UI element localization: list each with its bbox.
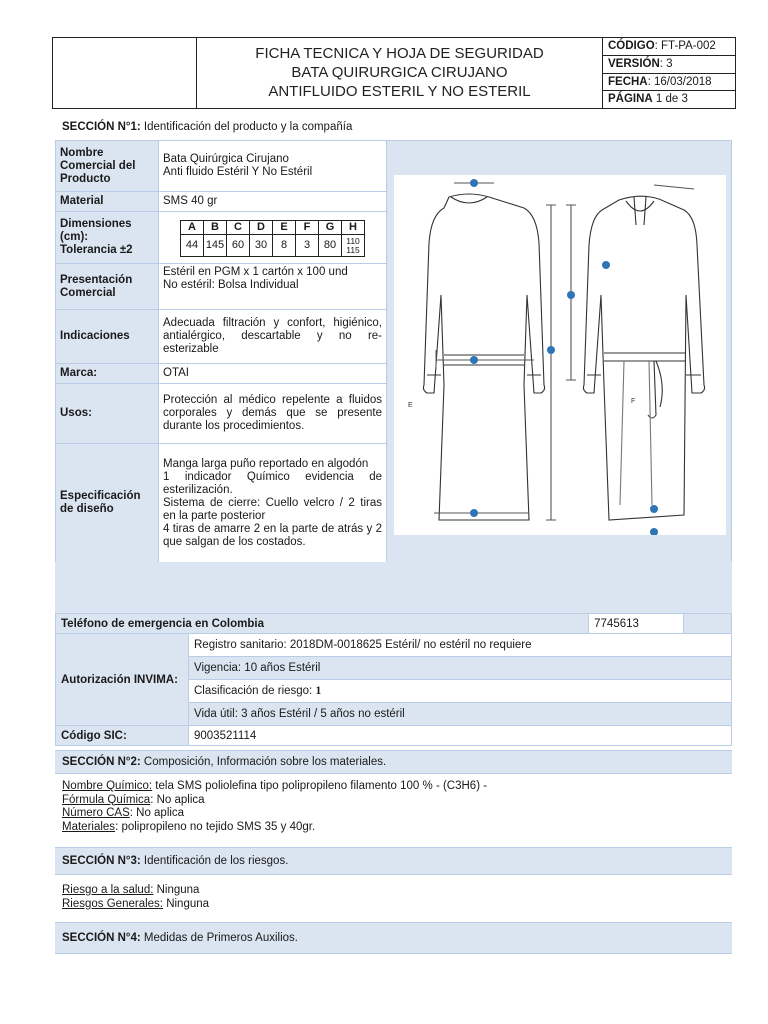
dim-value-h <box>342 235 365 257</box>
section-2-band <box>55 750 732 774</box>
cas-line <box>62 807 487 821</box>
gown-diagram-cell <box>387 141 732 563</box>
dim-value-a: 44 <box>181 235 204 257</box>
especificacion-line-4: 4 tiras de amarre 2 en la parte de atrás y 2 que salgan de los costados. <box>163 522 382 548</box>
material-label: Material <box>56 192 159 212</box>
sic-value: 9003521114 <box>189 726 732 746</box>
dim-header-h: H <box>342 221 365 235</box>
title-line-1: FICHA TECNICA Y HOJA DE SEGURIDAD <box>255 45 544 62</box>
usos-value: Protección al médico repelente a fluidos corporales y demás que se presente durante los procedimientos. <box>159 384 387 444</box>
dimensiones-label-3: Tolerancia ±2 <box>60 244 133 256</box>
riesgo-salud-label: Riesgo a la salud: <box>62 884 154 896</box>
back-gown-outline <box>583 196 704 520</box>
dim-value-g: 80 <box>319 235 342 257</box>
formula-label: Fórmula Química <box>62 793 151 806</box>
blank-band <box>55 562 732 613</box>
version-label: VERSIÓN <box>608 57 660 70</box>
riesgo-salud-value: Ninguna <box>153 884 200 896</box>
pagina-value: 1 de 3 <box>652 93 688 106</box>
codigo-value: : FT-PA-002 <box>654 40 716 52</box>
usos-label: Usos: <box>56 384 159 444</box>
dimensions-value-row <box>181 235 365 257</box>
nombre-line-2: Anti fluido Estéril Y No Estéril <box>163 166 313 178</box>
cas-label: Número CAS <box>62 807 130 819</box>
material-value: SMS 40 gr <box>159 192 387 212</box>
marker-a <box>470 179 478 187</box>
row-sic <box>56 726 732 746</box>
codigo-label: CÓDIGO <box>608 40 655 52</box>
document-header <box>52 37 736 109</box>
especificacion-line-2: 1 indicador Químico evidencia de esterilización. <box>163 470 382 496</box>
telefono-empty <box>684 614 732 634</box>
invima-label: Autorización INVIMA: <box>56 634 189 726</box>
nombre-value <box>159 141 387 192</box>
indicaciones-label: Indicaciones <box>56 310 159 364</box>
title-line-2: BATA QUIRURGICA CIRUJANO <box>291 64 508 81</box>
section-4-band <box>55 922 732 954</box>
dim-value-d: 30 <box>250 235 273 257</box>
section-4-label: SECCIÓN N°4: <box>62 932 141 944</box>
materiales-label: Materiales <box>62 820 116 833</box>
presentacion-line-2: No estéril: Bolsa Individual <box>163 279 299 291</box>
section-2-text: Composición, Información sobre los materiales. <box>140 756 387 768</box>
section-1-text: Identificación del producto y la compañía <box>140 121 353 133</box>
row-nombre <box>56 141 732 192</box>
riesgos-generales-line <box>62 898 209 912</box>
dim-header-a: A <box>181 221 204 235</box>
fecha-label: FECHA <box>608 75 648 88</box>
invima-vigencia: Vigencia: 10 años Estéril <box>189 657 732 680</box>
dim-header-d: D <box>250 221 273 235</box>
dimensiones-value <box>159 212 387 264</box>
dimensions-header-row <box>181 221 365 235</box>
riesgo-salud-line <box>62 884 209 898</box>
riesgos-generales-value: Ninguna <box>163 897 210 910</box>
authorization-table <box>55 613 732 746</box>
formula-value: : No aplica <box>150 793 205 806</box>
marker-b <box>470 509 478 517</box>
sic-label: Código SIC: <box>56 726 189 746</box>
dim-header-g: G <box>319 221 342 235</box>
especificacion-line-1: Manga larga puño reportado en algodón <box>163 457 369 470</box>
section-3-label: SECCIÓN N°3: <box>62 855 141 867</box>
invima-clasificacion-text: Clasificación de riesgo: <box>194 685 316 697</box>
dim-value-c: 60 <box>227 235 250 257</box>
riesgos-generales-label: Riesgos Generales: <box>62 897 163 910</box>
materiales-value: : polipropileno no tejido SMS 35 y 40gr. <box>115 820 316 833</box>
especificacion-value <box>159 444 387 563</box>
version-row <box>603 56 735 74</box>
presentacion-value <box>159 264 387 310</box>
front-collar <box>451 197 487 203</box>
materiales-line <box>62 821 487 835</box>
especificacion-label: Especificación de diseño <box>56 444 159 563</box>
section-2-label: SECCIÓN N°2: <box>62 756 141 768</box>
gown-diagram <box>394 175 726 535</box>
dim-header-e: E <box>273 221 296 235</box>
invima-clasificacion <box>189 680 732 703</box>
fecha-value: : 16/03/2018 <box>647 75 712 88</box>
marca-label: Marca: <box>56 364 159 384</box>
dim-header-b: B <box>204 221 227 235</box>
back-overlap <box>620 361 652 505</box>
telefono-value: 7745613 <box>589 614 684 634</box>
dim-value-h-2: 115 <box>346 244 360 255</box>
version-value: : 3 <box>659 57 673 70</box>
formula-line <box>62 794 487 808</box>
dim-value-e: 8 <box>273 235 296 257</box>
nombre-quimico-label: Nombre Químico: <box>62 780 153 792</box>
marker-h <box>547 346 555 354</box>
marker-c <box>567 291 575 299</box>
back-waistband <box>604 353 686 361</box>
document-meta <box>603 38 735 108</box>
nombre-label: Nombre Comercial del Producto <box>56 141 159 192</box>
indicaciones-value: Adecuada filtración y confort, higiénico, antialérgico, descartable y no re-esterizable <box>159 310 387 364</box>
marca-value: OTAI <box>159 364 387 384</box>
codigo-row <box>603 38 735 56</box>
especificacion-line-3: Sistema de cierre: Cuello velcro / 2 tiras en la parte posterior <box>163 496 382 522</box>
row-telefono <box>56 614 732 634</box>
pagina-row <box>603 91 735 108</box>
dim-header-c: C <box>227 221 250 235</box>
section-4-text: Medidas de Primeros Auxilios. <box>140 932 298 944</box>
invima-clasificacion-value: 1 <box>315 685 322 697</box>
marker-g <box>602 261 610 269</box>
diagram-letter-e: E <box>408 402 413 409</box>
nombre-quimico-value: tela SMS poliolefina tipo polipropileno filamento 100 % - (C3H6) - <box>152 780 488 792</box>
section-3-band <box>55 847 732 875</box>
dimensiones-label-2: (cm): <box>60 231 89 243</box>
row-invima-1 <box>56 634 732 657</box>
fecha-row <box>603 74 735 92</box>
section-2-body <box>62 780 487 834</box>
invima-vida-util: Vida útil: 3 años Estéril / 5 años no estéril <box>189 703 732 726</box>
marker-bottom <box>650 528 658 535</box>
pagina-label: PÁGINA <box>608 93 653 106</box>
section-3-text: Identificación de los riesgos. <box>140 855 289 867</box>
marker-back <box>650 505 658 513</box>
dimensiones-label-1: Dimensiones <box>60 218 132 230</box>
title-line-3: ANTIFLUIDO ESTERIL Y NO ESTERIL <box>268 83 531 100</box>
diagram-letter-f: F <box>631 398 636 405</box>
front-gown-outline <box>423 194 544 520</box>
dimensions-table <box>180 220 365 257</box>
document-title <box>197 38 603 108</box>
section-3-body <box>62 884 209 911</box>
presentacion-label: Presentación Comercial <box>56 264 159 310</box>
marker-d <box>470 356 478 364</box>
product-table <box>55 140 732 563</box>
logo-box <box>53 38 197 108</box>
nombre-line-1: Bata Quirúrgica Cirujano <box>163 153 289 165</box>
cas-value: : No aplica <box>129 807 185 819</box>
presentacion-line-1: Estéril en PGM x 1 cartón x 100 und <box>163 266 348 278</box>
back-tie-line <box>654 185 694 189</box>
section-1-label: SECCIÓN N°1: <box>62 121 141 133</box>
invima-registro: Registro sanitario: 2018DM-0018625 Estéril/ no estéril no requiere <box>189 634 732 657</box>
telefono-label: Teléfono de emergencia en Colombia <box>56 614 589 634</box>
nombre-quimico-line <box>62 780 487 794</box>
dim-header-f: F <box>296 221 319 235</box>
dim-value-f: 3 <box>296 235 319 257</box>
dim-value-h-1: 110 <box>346 235 360 246</box>
back-collar-ties <box>626 197 654 225</box>
section-1-title <box>62 121 352 133</box>
dimensiones-label <box>56 212 159 264</box>
dim-value-b: 145 <box>204 235 227 257</box>
